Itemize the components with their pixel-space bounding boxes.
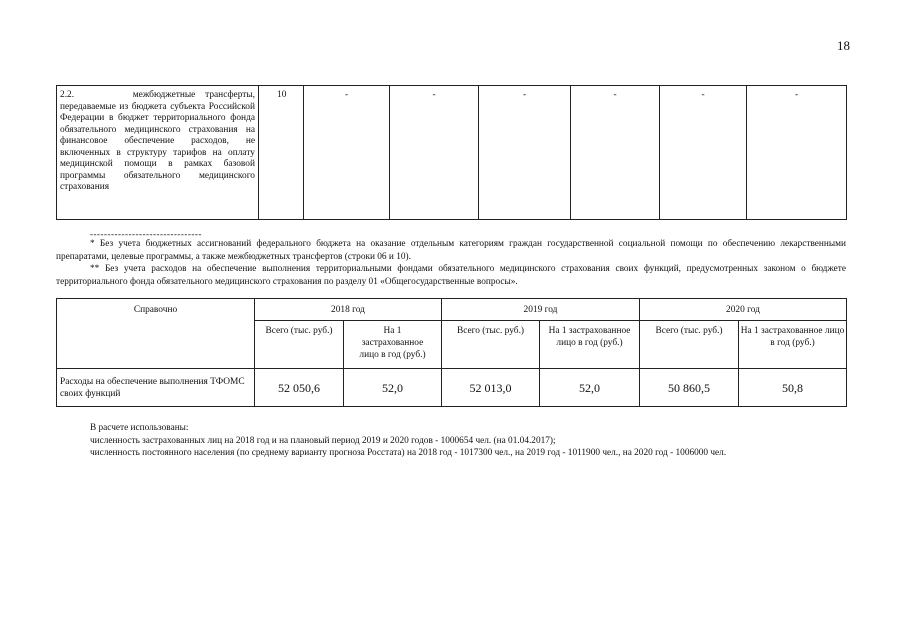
column-header: Всего (тыс. руб.) — [255, 321, 344, 369]
table-cell: 52 050,6 — [255, 369, 344, 407]
row-description-cell — [57, 86, 259, 220]
column-header: На 1 застрахованное лицо в год (руб.) — [540, 321, 640, 369]
column-header: Всего (тыс. руб.) — [442, 321, 540, 369]
reference-table — [56, 298, 847, 407]
notes-line: численность застрахованных лиц на 2018 год и на плановый период 2019 и 2020 годов - 1000654 чел. (на 01.04.2017); — [90, 435, 556, 446]
row-item-number: 2.2. — [60, 90, 75, 100]
reference-label-header: Справочно — [57, 299, 255, 369]
column-header: На 1 застрахованное лицо в год (руб.) — [344, 321, 442, 369]
column-header: Всего (тыс. руб.) — [640, 321, 739, 369]
table-row — [57, 369, 847, 407]
footnote-2 — [56, 263, 846, 288]
table-cell: - — [479, 86, 571, 220]
table-header-row — [57, 299, 847, 321]
table-row — [57, 86, 847, 220]
table-cell: - — [747, 86, 847, 220]
expenditure-table-row — [56, 85, 847, 220]
footnote-text: ** Без учета расходов на обеспечение выполнения территориальными фондами обязательного медицинского страхования своих функций, предусмотренных законом о бюджете территориального фонда обязательного медицинского страхования по разделу 01 «Общегосударственные вопросы». — [56, 264, 846, 287]
table-cell: 50,8 — [739, 369, 847, 407]
table-cell: 52 013,0 — [442, 369, 540, 407]
notes-line: численность постоянного населения (по среднему варианту прогноза Росстата) на 2018 год - 1017300 чел., на 2019 год - 1011900 чел., на 2020 год - 1006000 чел. — [90, 448, 727, 458]
row-label: Расходы на обеспечение выполнения ТФОМС своих функций — [57, 369, 255, 407]
calculation-notes — [90, 422, 850, 460]
row-code: 10 — [259, 86, 304, 220]
notes-intro: В расчете использованы: — [90, 423, 189, 433]
row-description: межбюджетные трансферты, передаваемые из бюджета субъекта Российской Федерации в бюджет территориального фонда обязательного медицинского страхования на финансовое обеспечение расходов, не включенных в структуру тарифов на оплату медицинской помощи в рамках базовой программы обязательного медицинского страхования — [60, 90, 256, 192]
table-cell: 52,0 — [344, 369, 442, 407]
year-header: 2019 год — [442, 299, 640, 321]
column-header: На 1 застрахованное лицо в год (руб.) — [739, 321, 847, 369]
table-cell: 50 860,5 — [640, 369, 739, 407]
table-cell: - — [660, 86, 747, 220]
page-number: 18 — [837, 38, 850, 53]
table-cell: - — [571, 86, 660, 220]
year-header: 2018 год — [255, 299, 442, 321]
year-header: 2020 год — [640, 299, 847, 321]
table-cell: - — [390, 86, 479, 220]
table-cell: - — [304, 86, 390, 220]
footnote-text: * Без учета бюджетных ассигнований федерального бюджета на оказание отдельным категориям граждан государственной социальной помощи по обеспечению лекарственными препаратами, целевые программы, а также межбюджетных трансфертов (строки 06 и 10). — [56, 239, 846, 262]
footnote-separator: -------------------------------- — [90, 229, 202, 239]
table-cell: 52,0 — [540, 369, 640, 407]
footnote-1 — [56, 238, 846, 263]
